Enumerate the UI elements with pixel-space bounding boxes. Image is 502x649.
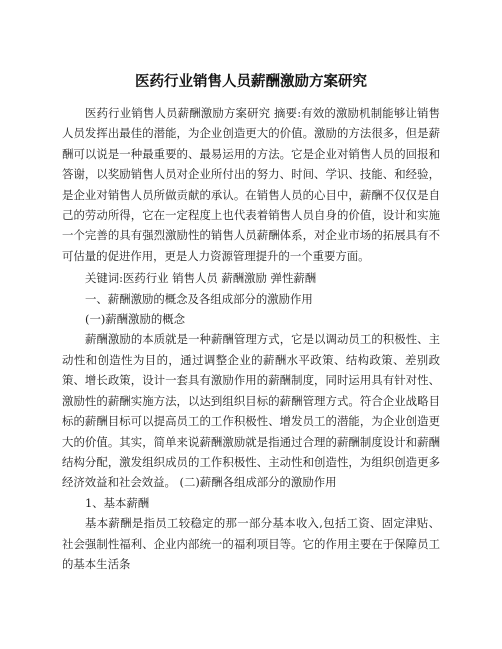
keywords-line: 关键词:医药行业 销售人员 薪酬激励 弹性薪酬 — [85, 271, 317, 286]
body-paragraph: 薪酬激励的本质就是一种薪酬管理方式，它是以调动员工的积极性、主动性和创造性为目的，通过调整企业的薪酬水平政策、结构政策、差别政策、增长政策，设计一套具有激励作用的薪酬制度，同时运用具有针对性、激励性的薪酬实施方法，以达到组织目标的薪酬管理方式。符合企业战略目标的薪酬目标可以提高员工的工作积极性、增发员工的潜能，为企业创造更大的价值。其实，简单来说薪酬激励就是指通过合理的薪酬制度设计和薪酬结构分配，激发组织成员的工作积极性、主动性和创造性，为组织创造更多经济效益和社会效益。 (二)薪酬各组成部分的激励作用 — [62, 332, 440, 490]
abstract-paragraph: 医药行业销售人员薪酬激励方案研究 摘要:有效的激励机制能够让销售人员发挥出最佳的潜能，为企业创造更大的价值。激励的方法很多，但是薪酬可以说是一种最重要的、最易运用的方法。它是企业对销售人员的回报和答谢，以奖励销售人员对企业所付出的努力、时间、学识、技能、和经验，是企业对销售人员所做贡献的承认。在销售人员的心目中，薪酬不仅仅是自己的劳动所得，它在一定程度上也代表着销售人员自身的价值，设计和实施一个完善的具有强烈激励性的销售人员薪酬体系，对企业市场的拓展具有不可估量的促进作用，更是人力资源管理提升的一个重要方面。 — [62, 106, 440, 263]
document-title: 医药行业销售人员薪酬激励方案研究 — [135, 73, 367, 90]
section-heading: 一、薪酬激励的概念及各组成部分的激励作用 — [85, 291, 313, 306]
body-paragraph: 基本薪酬是指员工较稳定的那一部分基本收入,包括工资、固定津贴、社会强制性福利、企业内部统一的福利项目等。它的作用主要在于保障员工的基本生活条 — [62, 516, 440, 571]
subsection-heading: (一)薪酬激励的概念 — [85, 312, 186, 327]
item-heading: 1、基本薪酬 — [85, 495, 150, 510]
